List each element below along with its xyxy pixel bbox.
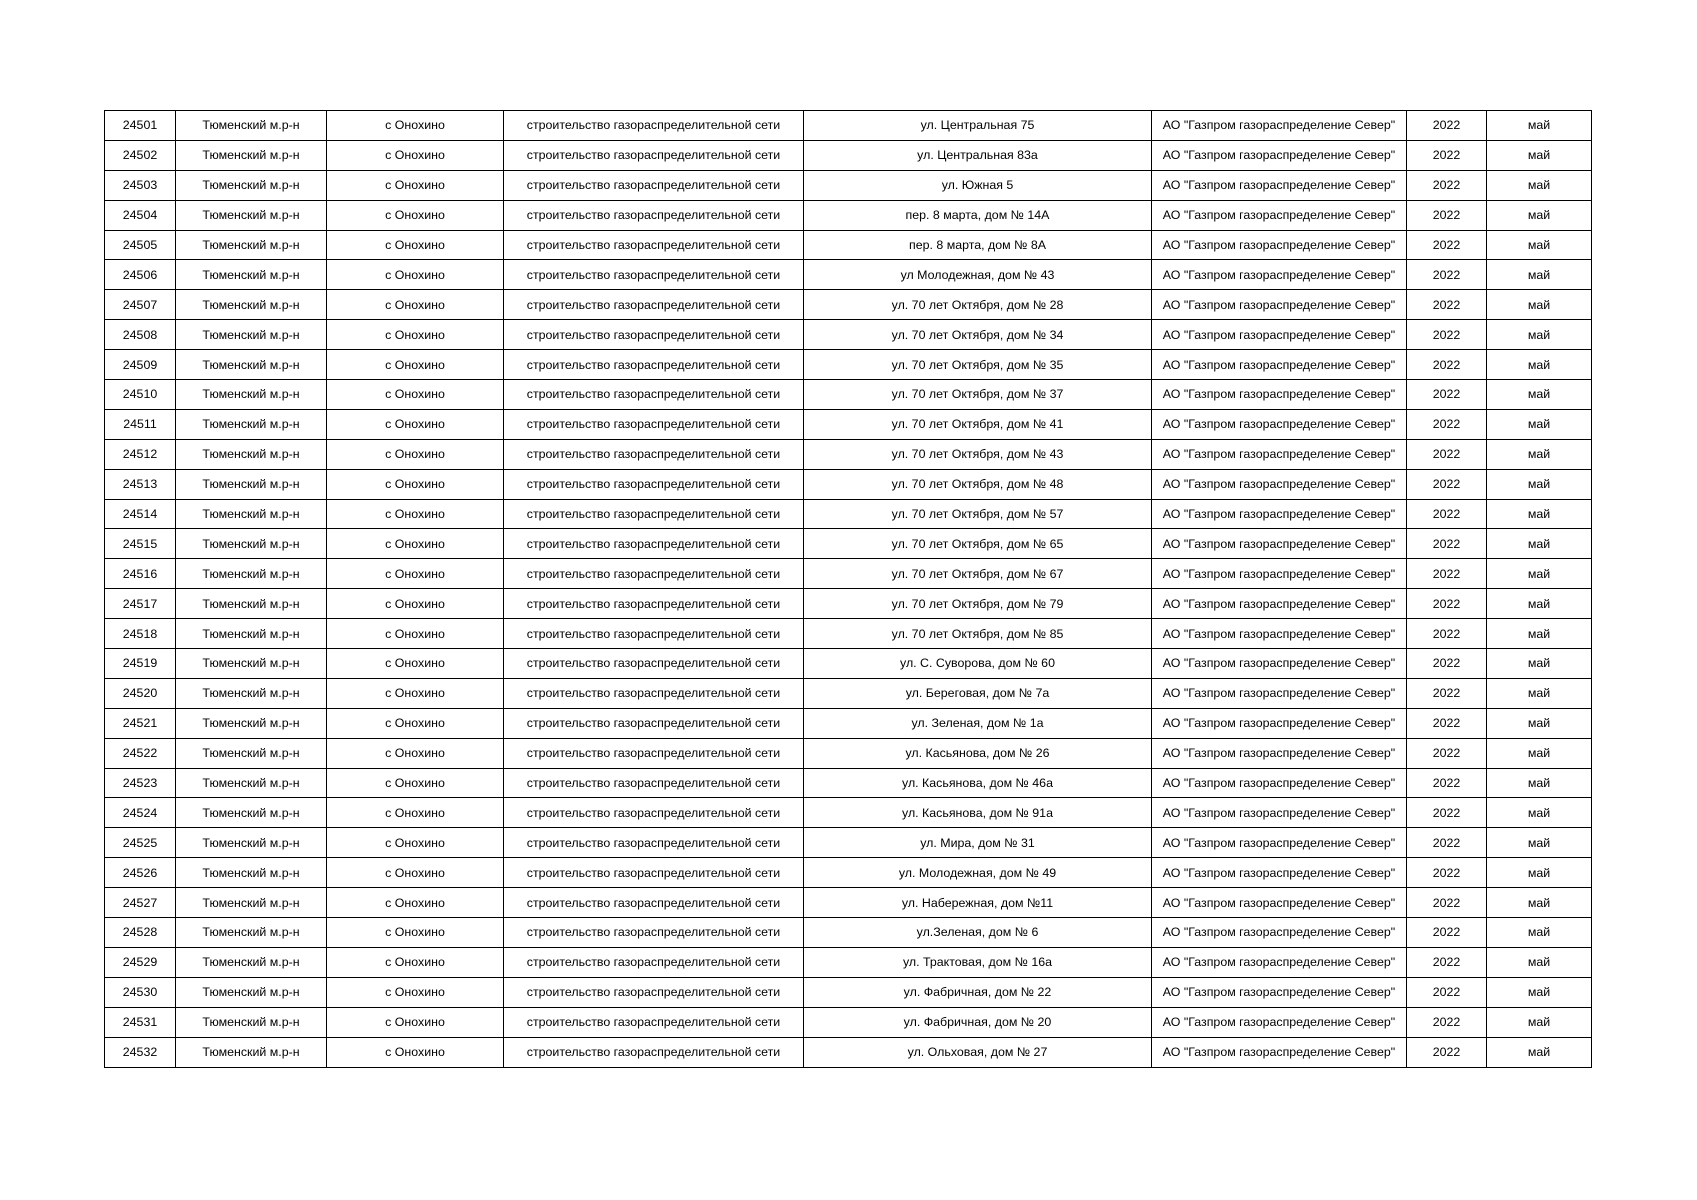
month-cell: май bbox=[1487, 170, 1592, 200]
address-cell: ул. 70 лет Октября, дом № 28 bbox=[804, 290, 1152, 320]
work-type-cell: строительство газораспределительной сети bbox=[504, 1037, 804, 1067]
year-cell: 2022 bbox=[1407, 918, 1487, 948]
year-cell: 2022 bbox=[1407, 1037, 1487, 1067]
month-cell: май bbox=[1487, 409, 1592, 439]
work-type-cell: строительство газораспределительной сети bbox=[504, 260, 804, 290]
district-cell: Тюменский м.р-н bbox=[176, 828, 327, 858]
record-number-cell: 24529 bbox=[105, 947, 176, 977]
settlement-cell: с Онохино bbox=[327, 678, 504, 708]
organization-cell: АО "Газпром газораспределение Север" bbox=[1152, 469, 1407, 499]
work-type-cell: строительство газораспределительной сети bbox=[504, 469, 804, 499]
district-cell: Тюменский м.р-н bbox=[176, 499, 327, 529]
year-cell: 2022 bbox=[1407, 589, 1487, 619]
district-cell: Тюменский м.р-н bbox=[176, 708, 327, 738]
organization-cell: АО "Газпром газораспределение Север" bbox=[1152, 559, 1407, 589]
settlement-cell: с Онохино bbox=[327, 140, 504, 170]
record-number-cell: 24530 bbox=[105, 977, 176, 1007]
record-number-cell: 24517 bbox=[105, 589, 176, 619]
year-cell: 2022 bbox=[1407, 380, 1487, 410]
organization-cell: АО "Газпром газораспределение Север" bbox=[1152, 170, 1407, 200]
month-cell: май bbox=[1487, 320, 1592, 350]
table-row bbox=[105, 499, 1592, 529]
organization-cell: АО "Газпром газораспределение Север" bbox=[1152, 619, 1407, 649]
table-row bbox=[105, 350, 1592, 380]
settlement-cell: с Онохино bbox=[327, 1007, 504, 1037]
year-cell: 2022 bbox=[1407, 529, 1487, 559]
record-number-cell: 24514 bbox=[105, 499, 176, 529]
year-cell: 2022 bbox=[1407, 858, 1487, 888]
year-cell: 2022 bbox=[1407, 111, 1487, 141]
table-row bbox=[105, 409, 1592, 439]
table-row bbox=[105, 1037, 1592, 1067]
month-cell: май bbox=[1487, 559, 1592, 589]
work-type-cell: строительство газораспределительной сети bbox=[504, 380, 804, 410]
work-type-cell: строительство газораспределительной сети bbox=[504, 439, 804, 469]
organization-cell: АО "Газпром газораспределение Север" bbox=[1152, 768, 1407, 798]
record-number-cell: 24525 bbox=[105, 828, 176, 858]
address-cell: ул. 70 лет Октября, дом № 43 bbox=[804, 439, 1152, 469]
record-number-cell: 24509 bbox=[105, 350, 176, 380]
record-number-cell: 24506 bbox=[105, 260, 176, 290]
organization-cell: АО "Газпром газораспределение Север" bbox=[1152, 380, 1407, 410]
table-row bbox=[105, 200, 1592, 230]
month-cell: май bbox=[1487, 260, 1592, 290]
address-cell: ул.Зеленая, дом № 6 bbox=[804, 918, 1152, 948]
organization-cell: АО "Газпром газораспределение Север" bbox=[1152, 1007, 1407, 1037]
organization-cell: АО "Газпром газораспределение Север" bbox=[1152, 858, 1407, 888]
settlement-cell: с Онохино bbox=[327, 649, 504, 679]
table-row bbox=[105, 1007, 1592, 1037]
year-cell: 2022 bbox=[1407, 140, 1487, 170]
record-number-cell: 24522 bbox=[105, 738, 176, 768]
address-cell: пер. 8 марта, дом № 8А bbox=[804, 230, 1152, 260]
work-type-cell: строительство газораспределительной сети bbox=[504, 947, 804, 977]
table-row bbox=[105, 230, 1592, 260]
month-cell: май bbox=[1487, 140, 1592, 170]
settlement-cell: с Онохино bbox=[327, 559, 504, 589]
address-cell: ул. Касьянова, дом № 26 bbox=[804, 738, 1152, 768]
data-table bbox=[104, 110, 1592, 1068]
table-row bbox=[105, 559, 1592, 589]
table-row bbox=[105, 320, 1592, 350]
address-cell: ул. Зеленая, дом № 1а bbox=[804, 708, 1152, 738]
address-cell: ул. 70 лет Октября, дом № 35 bbox=[804, 350, 1152, 380]
work-type-cell: строительство газораспределительной сети bbox=[504, 409, 804, 439]
address-cell: ул. Касьянова, дом № 91а bbox=[804, 798, 1152, 828]
month-cell: май bbox=[1487, 380, 1592, 410]
month-cell: май bbox=[1487, 230, 1592, 260]
settlement-cell: с Онохино bbox=[327, 589, 504, 619]
year-cell: 2022 bbox=[1407, 499, 1487, 529]
district-cell: Тюменский м.р-н bbox=[176, 559, 327, 589]
address-cell: ул. 70 лет Октября, дом № 37 bbox=[804, 380, 1152, 410]
work-type-cell: строительство газораспределительной сети bbox=[504, 977, 804, 1007]
year-cell: 2022 bbox=[1407, 738, 1487, 768]
table-row bbox=[105, 798, 1592, 828]
address-cell: ул. 70 лет Октября, дом № 41 bbox=[804, 409, 1152, 439]
year-cell: 2022 bbox=[1407, 200, 1487, 230]
district-cell: Тюменский м.р-н bbox=[176, 469, 327, 499]
address-cell: ул. 70 лет Октября, дом № 48 bbox=[804, 469, 1152, 499]
work-type-cell: строительство газораспределительной сети bbox=[504, 230, 804, 260]
record-number-cell: 24528 bbox=[105, 918, 176, 948]
table-row bbox=[105, 589, 1592, 619]
month-cell: май bbox=[1487, 738, 1592, 768]
address-cell: ул. Береговая, дом № 7а bbox=[804, 678, 1152, 708]
year-cell: 2022 bbox=[1407, 678, 1487, 708]
table-row bbox=[105, 140, 1592, 170]
month-cell: май bbox=[1487, 439, 1592, 469]
work-type-cell: строительство газораспределительной сети bbox=[504, 798, 804, 828]
organization-cell: АО "Газпром газораспределение Север" bbox=[1152, 1037, 1407, 1067]
record-number-cell: 24521 bbox=[105, 708, 176, 738]
record-number-cell: 24505 bbox=[105, 230, 176, 260]
district-cell: Тюменский м.р-н bbox=[176, 649, 327, 679]
work-type-cell: строительство газораспределительной сети bbox=[504, 828, 804, 858]
table-row bbox=[105, 290, 1592, 320]
month-cell: май bbox=[1487, 768, 1592, 798]
address-cell: ул Молодежная, дом № 43 bbox=[804, 260, 1152, 290]
district-cell: Тюменский м.р-н bbox=[176, 678, 327, 708]
organization-cell: АО "Газпром газораспределение Север" bbox=[1152, 798, 1407, 828]
month-cell: май bbox=[1487, 947, 1592, 977]
record-number-cell: 24508 bbox=[105, 320, 176, 350]
year-cell: 2022 bbox=[1407, 888, 1487, 918]
address-cell: ул. Касьянова, дом № 46а bbox=[804, 768, 1152, 798]
settlement-cell: с Онохино bbox=[327, 469, 504, 499]
district-cell: Тюменский м.р-н bbox=[176, 738, 327, 768]
organization-cell: АО "Газпром газораспределение Север" bbox=[1152, 708, 1407, 738]
month-cell: май bbox=[1487, 858, 1592, 888]
address-cell: ул. Трактовая, дом № 16а bbox=[804, 947, 1152, 977]
year-cell: 2022 bbox=[1407, 708, 1487, 738]
settlement-cell: с Онохино bbox=[327, 439, 504, 469]
organization-cell: АО "Газпром газораспределение Север" bbox=[1152, 738, 1407, 768]
address-cell: ул. Южная 5 bbox=[804, 170, 1152, 200]
work-type-cell: строительство газораспределительной сети bbox=[504, 111, 804, 141]
work-type-cell: строительство газораспределительной сети bbox=[504, 529, 804, 559]
record-number-cell: 24532 bbox=[105, 1037, 176, 1067]
record-number-cell: 24531 bbox=[105, 1007, 176, 1037]
table-row bbox=[105, 858, 1592, 888]
organization-cell: АО "Газпром газораспределение Север" bbox=[1152, 230, 1407, 260]
address-cell: ул. 70 лет Октября, дом № 65 bbox=[804, 529, 1152, 559]
month-cell: май bbox=[1487, 499, 1592, 529]
work-type-cell: строительство газораспределительной сети bbox=[504, 320, 804, 350]
work-type-cell: строительство газораспределительной сети bbox=[504, 888, 804, 918]
district-cell: Тюменский м.р-н bbox=[176, 529, 327, 559]
organization-cell: АО "Газпром газораспределение Север" bbox=[1152, 947, 1407, 977]
address-cell: ул. С. Суворова, дом № 60 bbox=[804, 649, 1152, 679]
year-cell: 2022 bbox=[1407, 170, 1487, 200]
record-number-cell: 24516 bbox=[105, 559, 176, 589]
settlement-cell: с Онохино bbox=[327, 170, 504, 200]
organization-cell: АО "Газпром газораспределение Север" bbox=[1152, 350, 1407, 380]
address-cell: ул. Ольховая, дом № 27 bbox=[804, 1037, 1152, 1067]
table-row bbox=[105, 708, 1592, 738]
year-cell: 2022 bbox=[1407, 469, 1487, 499]
settlement-cell: с Онохино bbox=[327, 111, 504, 141]
month-cell: май bbox=[1487, 350, 1592, 380]
district-cell: Тюменский м.р-н bbox=[176, 439, 327, 469]
month-cell: май bbox=[1487, 798, 1592, 828]
settlement-cell: с Онохино bbox=[327, 230, 504, 260]
year-cell: 2022 bbox=[1407, 619, 1487, 649]
table-row bbox=[105, 918, 1592, 948]
organization-cell: АО "Газпром газораспределение Север" bbox=[1152, 260, 1407, 290]
table-row bbox=[105, 947, 1592, 977]
work-type-cell: строительство газораспределительной сети bbox=[504, 768, 804, 798]
month-cell: май bbox=[1487, 529, 1592, 559]
year-cell: 2022 bbox=[1407, 828, 1487, 858]
organization-cell: АО "Газпром газораспределение Север" bbox=[1152, 529, 1407, 559]
table-row bbox=[105, 828, 1592, 858]
settlement-cell: с Онохино bbox=[327, 290, 504, 320]
month-cell: май bbox=[1487, 649, 1592, 679]
record-number-cell: 24518 bbox=[105, 619, 176, 649]
table-row bbox=[105, 678, 1592, 708]
record-number-cell: 24501 bbox=[105, 111, 176, 141]
district-cell: Тюменский м.р-н bbox=[176, 111, 327, 141]
work-type-cell: строительство газораспределительной сети bbox=[504, 918, 804, 948]
settlement-cell: с Онохино bbox=[327, 260, 504, 290]
table-row bbox=[105, 260, 1592, 290]
year-cell: 2022 bbox=[1407, 649, 1487, 679]
work-type-cell: строительство газораспределительной сети bbox=[504, 290, 804, 320]
address-cell: ул. 70 лет Октября, дом № 57 bbox=[804, 499, 1152, 529]
address-cell: пер. 8 марта, дом № 14А bbox=[804, 200, 1152, 230]
table-row bbox=[105, 380, 1592, 410]
work-type-cell: строительство газораспределительной сети bbox=[504, 1007, 804, 1037]
address-cell: ул. 70 лет Октября, дом № 67 bbox=[804, 559, 1152, 589]
year-cell: 2022 bbox=[1407, 439, 1487, 469]
district-cell: Тюменский м.р-н bbox=[176, 1007, 327, 1037]
organization-cell: АО "Газпром газораспределение Север" bbox=[1152, 678, 1407, 708]
month-cell: май bbox=[1487, 708, 1592, 738]
record-number-cell: 24527 bbox=[105, 888, 176, 918]
work-type-cell: строительство газораспределительной сети bbox=[504, 350, 804, 380]
address-cell: ул. Молодежная, дом № 49 bbox=[804, 858, 1152, 888]
work-type-cell: строительство газораспределительной сети bbox=[504, 619, 804, 649]
address-cell: ул. Набережная, дом №11 bbox=[804, 888, 1152, 918]
table-row bbox=[105, 738, 1592, 768]
year-cell: 2022 bbox=[1407, 768, 1487, 798]
record-number-cell: 24502 bbox=[105, 140, 176, 170]
district-cell: Тюменский м.р-н bbox=[176, 200, 327, 230]
district-cell: Тюменский м.р-н bbox=[176, 589, 327, 619]
work-type-cell: строительство газораспределительной сети bbox=[504, 200, 804, 230]
work-type-cell: строительство газораспределительной сети bbox=[504, 170, 804, 200]
year-cell: 2022 bbox=[1407, 559, 1487, 589]
address-cell: ул. Фабричная, дом № 22 bbox=[804, 977, 1152, 1007]
record-number-cell: 24515 bbox=[105, 529, 176, 559]
district-cell: Тюменский м.р-н bbox=[176, 888, 327, 918]
address-cell: ул. Центральная 83а bbox=[804, 140, 1152, 170]
year-cell: 2022 bbox=[1407, 409, 1487, 439]
work-type-cell: строительство газораспределительной сети bbox=[504, 649, 804, 679]
work-type-cell: строительство газораспределительной сети bbox=[504, 559, 804, 589]
settlement-cell: с Онохино bbox=[327, 918, 504, 948]
district-cell: Тюменский м.р-н bbox=[176, 798, 327, 828]
record-number-cell: 24512 bbox=[105, 439, 176, 469]
district-cell: Тюменский м.р-н bbox=[176, 230, 327, 260]
work-type-cell: строительство газораспределительной сети bbox=[504, 708, 804, 738]
district-cell: Тюменский м.р-н bbox=[176, 380, 327, 410]
settlement-cell: с Онохино bbox=[327, 947, 504, 977]
table-row bbox=[105, 469, 1592, 499]
district-cell: Тюменский м.р-н bbox=[176, 768, 327, 798]
district-cell: Тюменский м.р-н bbox=[176, 140, 327, 170]
table-row bbox=[105, 619, 1592, 649]
organization-cell: АО "Газпром газораспределение Север" bbox=[1152, 111, 1407, 141]
record-number-cell: 24511 bbox=[105, 409, 176, 439]
district-cell: Тюменский м.р-н bbox=[176, 170, 327, 200]
settlement-cell: с Онохино bbox=[327, 350, 504, 380]
organization-cell: АО "Газпром газораспределение Север" bbox=[1152, 290, 1407, 320]
year-cell: 2022 bbox=[1407, 290, 1487, 320]
month-cell: май bbox=[1487, 469, 1592, 499]
settlement-cell: с Онохино bbox=[327, 858, 504, 888]
year-cell: 2022 bbox=[1407, 260, 1487, 290]
month-cell: май bbox=[1487, 1037, 1592, 1067]
work-type-cell: строительство газораспределительной сети bbox=[504, 589, 804, 619]
record-number-cell: 24513 bbox=[105, 469, 176, 499]
month-cell: май bbox=[1487, 290, 1592, 320]
organization-cell: АО "Газпром газораспределение Север" bbox=[1152, 409, 1407, 439]
district-cell: Тюменский м.р-н bbox=[176, 918, 327, 948]
address-cell: ул. 70 лет Октября, дом № 85 bbox=[804, 619, 1152, 649]
year-cell: 2022 bbox=[1407, 798, 1487, 828]
month-cell: май bbox=[1487, 678, 1592, 708]
organization-cell: АО "Газпром газораспределение Север" bbox=[1152, 828, 1407, 858]
month-cell: май bbox=[1487, 619, 1592, 649]
settlement-cell: с Онохино bbox=[327, 1037, 504, 1067]
record-number-cell: 24503 bbox=[105, 170, 176, 200]
settlement-cell: с Онохино bbox=[327, 888, 504, 918]
month-cell: май bbox=[1487, 977, 1592, 1007]
work-type-cell: строительство газораспределительной сети bbox=[504, 499, 804, 529]
year-cell: 2022 bbox=[1407, 977, 1487, 1007]
district-cell: Тюменский м.р-н bbox=[176, 409, 327, 439]
address-cell: ул. Центральная 75 bbox=[804, 111, 1152, 141]
organization-cell: АО "Газпром газораспределение Север" bbox=[1152, 140, 1407, 170]
address-cell: ул. 70 лет Октября, дом № 79 bbox=[804, 589, 1152, 619]
table-row bbox=[105, 977, 1592, 1007]
table-row bbox=[105, 649, 1592, 679]
settlement-cell: с Онохино bbox=[327, 738, 504, 768]
address-cell: ул. Мира, дом № 31 bbox=[804, 828, 1152, 858]
organization-cell: АО "Газпром газораспределение Север" bbox=[1152, 320, 1407, 350]
settlement-cell: с Онохино bbox=[327, 768, 504, 798]
district-cell: Тюменский м.р-н bbox=[176, 320, 327, 350]
work-type-cell: строительство газораспределительной сети bbox=[504, 678, 804, 708]
settlement-cell: с Онохино bbox=[327, 828, 504, 858]
work-type-cell: строительство газораспределительной сети bbox=[504, 858, 804, 888]
table-row bbox=[105, 768, 1592, 798]
organization-cell: АО "Газпром газораспределение Север" bbox=[1152, 499, 1407, 529]
record-number-cell: 24504 bbox=[105, 200, 176, 230]
record-number-cell: 24524 bbox=[105, 798, 176, 828]
record-number-cell: 24510 bbox=[105, 380, 176, 410]
district-cell: Тюменский м.р-н bbox=[176, 947, 327, 977]
work-type-cell: строительство газораспределительной сети bbox=[504, 738, 804, 768]
settlement-cell: с Онохино bbox=[327, 529, 504, 559]
organization-cell: АО "Газпром газораспределение Север" bbox=[1152, 649, 1407, 679]
record-number-cell: 24523 bbox=[105, 768, 176, 798]
settlement-cell: с Онохино bbox=[327, 619, 504, 649]
settlement-cell: с Онохино bbox=[327, 380, 504, 410]
month-cell: май bbox=[1487, 200, 1592, 230]
table-body bbox=[105, 111, 1592, 1068]
address-cell: ул. Фабричная, дом № 20 bbox=[804, 1007, 1152, 1037]
settlement-cell: с Онохино bbox=[327, 409, 504, 439]
district-cell: Тюменский м.р-н bbox=[176, 619, 327, 649]
organization-cell: АО "Газпром газораспределение Север" bbox=[1152, 200, 1407, 230]
month-cell: май bbox=[1487, 1007, 1592, 1037]
year-cell: 2022 bbox=[1407, 1007, 1487, 1037]
month-cell: май bbox=[1487, 918, 1592, 948]
district-cell: Тюменский м.р-н bbox=[176, 260, 327, 290]
table-row bbox=[105, 439, 1592, 469]
record-number-cell: 24526 bbox=[105, 858, 176, 888]
table-row bbox=[105, 170, 1592, 200]
settlement-cell: с Онохино bbox=[327, 708, 504, 738]
district-cell: Тюменский м.р-н bbox=[176, 1037, 327, 1067]
record-number-cell: 24519 bbox=[105, 649, 176, 679]
table-row bbox=[105, 888, 1592, 918]
organization-cell: АО "Газпром газораспределение Север" bbox=[1152, 977, 1407, 1007]
district-cell: Тюменский м.р-н bbox=[176, 290, 327, 320]
year-cell: 2022 bbox=[1407, 350, 1487, 380]
record-number-cell: 24507 bbox=[105, 290, 176, 320]
organization-cell: АО "Газпром газораспределение Север" bbox=[1152, 918, 1407, 948]
organization-cell: АО "Газпром газораспределение Север" bbox=[1152, 439, 1407, 469]
month-cell: май bbox=[1487, 111, 1592, 141]
settlement-cell: с Онохино bbox=[327, 200, 504, 230]
work-type-cell: строительство газораспределительной сети bbox=[504, 140, 804, 170]
month-cell: май bbox=[1487, 828, 1592, 858]
year-cell: 2022 bbox=[1407, 230, 1487, 260]
table-row bbox=[105, 111, 1592, 141]
year-cell: 2022 bbox=[1407, 947, 1487, 977]
organization-cell: АО "Газпром газораспределение Север" bbox=[1152, 589, 1407, 619]
settlement-cell: с Онохино bbox=[327, 320, 504, 350]
record-number-cell: 24520 bbox=[105, 678, 176, 708]
address-cell: ул. 70 лет Октября, дом № 34 bbox=[804, 320, 1152, 350]
settlement-cell: с Онохино bbox=[327, 499, 504, 529]
table-row bbox=[105, 529, 1592, 559]
year-cell: 2022 bbox=[1407, 320, 1487, 350]
month-cell: май bbox=[1487, 589, 1592, 619]
month-cell: май bbox=[1487, 888, 1592, 918]
settlement-cell: с Онохино bbox=[327, 977, 504, 1007]
organization-cell: АО "Газпром газораспределение Север" bbox=[1152, 888, 1407, 918]
district-cell: Тюменский м.р-н bbox=[176, 350, 327, 380]
district-cell: Тюменский м.р-н bbox=[176, 977, 327, 1007]
settlement-cell: с Онохино bbox=[327, 798, 504, 828]
district-cell: Тюменский м.р-н bbox=[176, 858, 327, 888]
